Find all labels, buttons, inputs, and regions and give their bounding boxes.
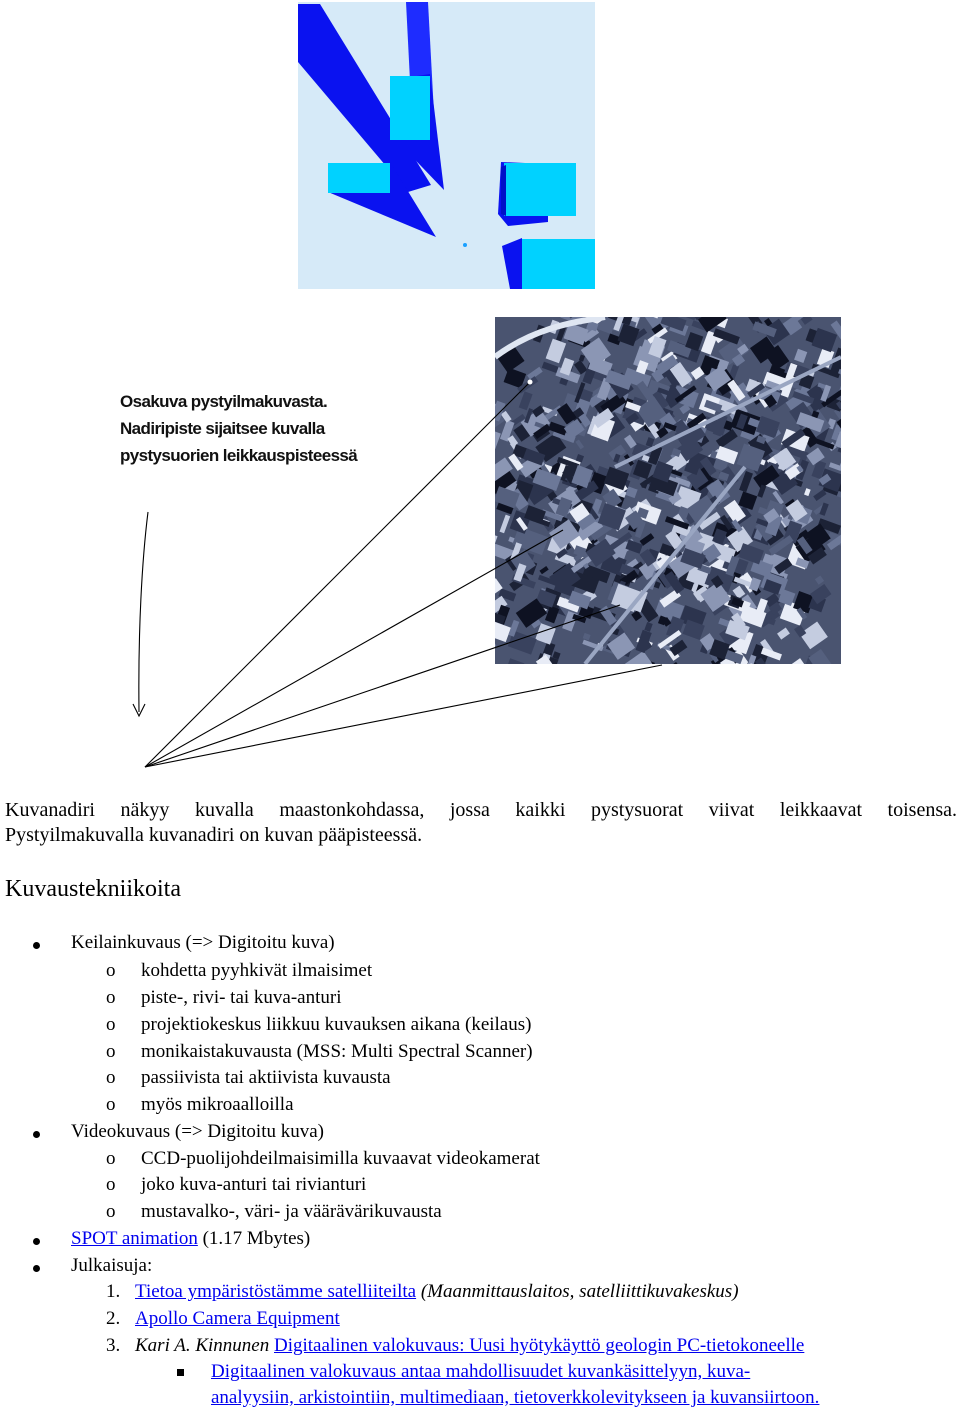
publication-item xyxy=(106,1279,739,1305)
nadir-lines-diagram xyxy=(0,300,960,780)
publication-item xyxy=(106,1306,340,1332)
bullet xyxy=(33,1131,40,1138)
item-number: 2. xyxy=(106,1308,121,1329)
subitem-line xyxy=(211,1359,750,1385)
publication-link-apollo[interactable]: Apollo Camera Equipment xyxy=(135,1308,340,1329)
publication-author: Kari A. Kinnunen xyxy=(135,1335,274,1356)
paragraph-line: Pystyilmakuvalla kuvanadiri on kuvan pääpisteessä. xyxy=(5,824,423,846)
section-heading: Kuvaustekniikoita xyxy=(5,876,181,902)
bullet xyxy=(33,1265,40,1272)
publication-link-digitaalinen[interactable]: Digitaalinen valokuvaus: Uusi hyötykäyttö geologin PC-tietokoneelle xyxy=(274,1335,805,1356)
list-item-spot xyxy=(71,1226,310,1252)
subitem-line xyxy=(211,1385,819,1411)
digitaalinen-valokuvaus-link-cont[interactable]: analyysiin, arkistointiin, multimediaan, tietoverkkolevitykseen ja kuvansiirtoon. xyxy=(211,1387,820,1408)
sub-marker: o xyxy=(106,1041,116,1062)
figure-caption xyxy=(120,388,380,469)
sub-item: CCD-puolijohdeilmaisimilla kuvaavat videokamerat xyxy=(141,1148,540,1169)
sub-marker: o xyxy=(106,1174,116,1195)
digitaalinen-valokuvaus-link[interactable]: Digitaalinen valokuvaus antaa mahdollisuudet kuvankäsittelyyn, kuva- xyxy=(211,1361,751,1382)
paragraph-line: Kuvanadiri näkyy kuvalla maastonkohdassa, jossa kaikki pystysuorat viivat leikkaavat toisensa. xyxy=(5,799,957,821)
sub-marker: o xyxy=(106,1201,116,1222)
sub-item: myös mikroaalloilla xyxy=(141,1094,294,1115)
list-item-video: Videokuvaus (=> Digitoitu kuva) xyxy=(71,1121,325,1142)
sub-marker: o xyxy=(106,960,116,981)
list-item-keilain: Keilainkuvaus (=> Digitoitu kuva) xyxy=(71,932,335,953)
spot-size: (1.17 Mbytes) xyxy=(197,1228,311,1249)
sub-marker: o xyxy=(106,1067,116,1088)
bullet xyxy=(33,1238,40,1245)
sub-item: joko kuva-anturi tai rivianturi xyxy=(141,1174,367,1195)
sub-item: monikaistakuvausta (MSS: Multi Spectral Scanner) xyxy=(141,1041,533,1062)
item-number: 3. xyxy=(106,1335,121,1356)
item-number: 1. xyxy=(106,1281,121,1302)
nadir-paragraph xyxy=(5,798,957,848)
sub-item: mustavalko-, väri- ja väärävärikuvausta xyxy=(141,1201,442,1222)
sub-marker: o xyxy=(106,1148,116,1169)
sub-item: passiivista tai aktiivista kuvausta xyxy=(141,1067,391,1088)
spot-animation-link[interactable]: SPOT animation xyxy=(71,1228,198,1249)
sub-marker: o xyxy=(106,987,116,1008)
publication-item xyxy=(106,1333,804,1359)
list-item-julkaisuja: Julkaisuja: xyxy=(71,1255,153,1276)
building-blocks-figure xyxy=(298,2,595,289)
sub-item: piste-, rivi- tai kuva-anturi xyxy=(141,987,342,1008)
square-bullet xyxy=(177,1369,184,1376)
sub-marker: o xyxy=(106,1094,116,1115)
publication-link-satelliitti[interactable]: Tietoa ympäristöstämme satelliiteilta xyxy=(135,1281,417,1302)
sub-marker: o xyxy=(106,1014,116,1035)
bullet xyxy=(33,942,40,949)
caption-line: pystysuorien leikkauspisteessä xyxy=(120,446,358,465)
sub-item: kohdetta pyyhkivät ilmaisimet xyxy=(141,960,373,981)
sub-item: projektiokeskus liikkuu kuvauksen aikana (keilaus) xyxy=(141,1014,532,1035)
caption-line: Osakuva pystyilmakuvasta. xyxy=(120,392,328,411)
publication-note: (Maanmittauslaitos, satelliittikuvakeskus) xyxy=(416,1281,739,1302)
caption-line: Nadiripiste sijaitsee kuvalla xyxy=(120,419,325,438)
